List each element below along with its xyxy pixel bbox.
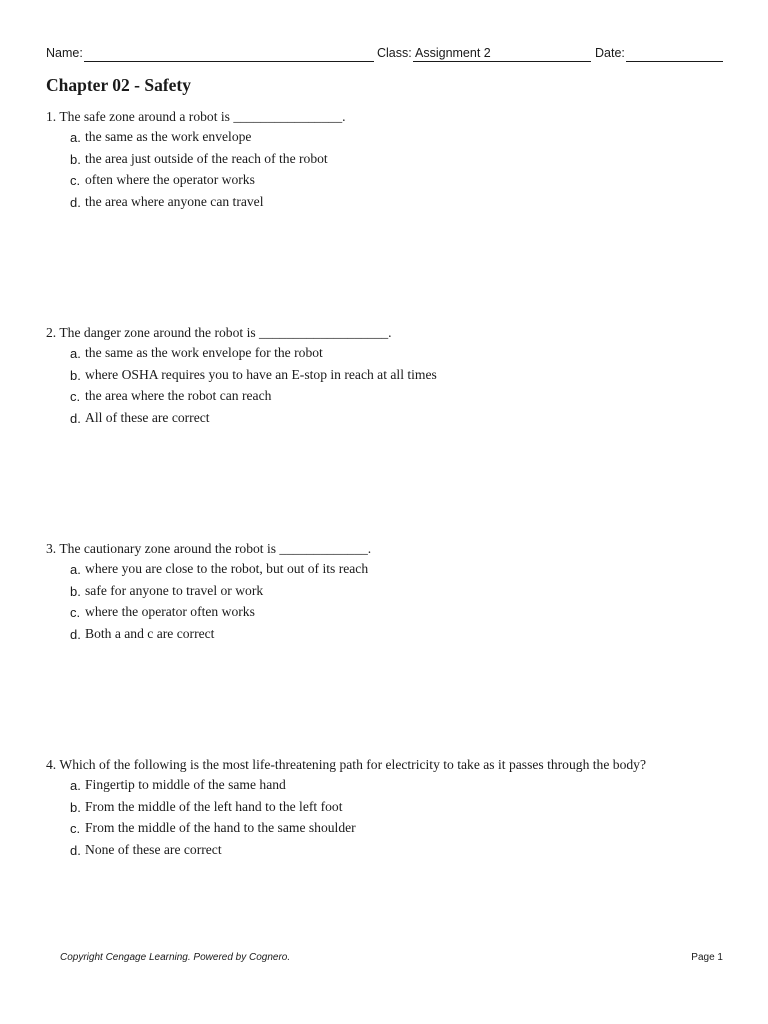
option-b[interactable] [46, 580, 726, 602]
date-label: Date: [595, 46, 625, 60]
date-field-line[interactable] [626, 61, 723, 62]
page-title: Chapter 02 - Safety [46, 75, 192, 95]
option-text: From the middle of the left hand to the left foot [85, 798, 343, 814]
option-d[interactable] [46, 623, 726, 645]
option-text: where you are close to the robot, but out of its reach [85, 561, 369, 576]
option-a[interactable] [46, 342, 726, 364]
option-label: b. [70, 151, 81, 167]
worksheet-header [46, 44, 723, 64]
question-stem [46, 324, 726, 342]
option-label: d. [70, 843, 81, 859]
option-text: the area where anyone can travel [85, 194, 264, 210]
question-2 [46, 324, 726, 429]
option-text: Both a and c are correct [85, 626, 215, 642]
option-text: the same as the work envelope for the robot [85, 345, 323, 360]
question-3 [46, 540, 726, 645]
option-d[interactable] [46, 191, 726, 213]
option-label: b. [70, 367, 81, 383]
option-c[interactable] [46, 169, 726, 191]
question-number: 1. [46, 109, 57, 124]
option-b[interactable] [46, 148, 726, 170]
question-text: Which of the following is the most life-threatening path for electricity to take as it passes through the body? [59, 757, 646, 772]
option-label: a. [70, 562, 81, 577]
question-number: 2. [46, 325, 57, 340]
option-text: the same as the work envelope [85, 129, 252, 144]
class-label: Class: [377, 46, 412, 60]
name-field-line[interactable] [84, 61, 374, 62]
option-text: safe for anyone to travel or work [85, 582, 264, 598]
option-label: b. [70, 799, 81, 815]
option-label: a. [70, 778, 81, 793]
option-a[interactable] [46, 126, 726, 148]
class-field-line[interactable] [413, 61, 591, 62]
option-label: c. [70, 605, 81, 621]
copyright-text: Copyright Cengage Learning. Powered by Cognero. [60, 952, 291, 963]
question-text: The safe zone around a robot is ________________. [59, 109, 346, 124]
option-d[interactable] [46, 407, 726, 429]
question-stem [46, 108, 726, 126]
page-number: Page 1 [691, 952, 723, 963]
option-label: c. [70, 821, 81, 837]
option-text: All of these are correct [85, 410, 210, 426]
option-label: d. [70, 195, 81, 211]
option-a[interactable] [46, 774, 726, 796]
question-number: 3. [46, 541, 57, 556]
option-c[interactable] [46, 817, 726, 839]
option-a[interactable] [46, 558, 726, 580]
option-label: d. [70, 411, 81, 427]
class-value: Assignment 2 [415, 46, 491, 60]
option-c[interactable] [46, 385, 726, 407]
option-text: From the middle of the hand to the same shoulder [85, 820, 356, 836]
option-label: c. [70, 389, 81, 405]
question-number: 4. [46, 757, 57, 772]
option-label: b. [70, 583, 81, 599]
option-label: d. [70, 627, 81, 643]
option-text: the area where the robot can reach [85, 388, 272, 404]
question-text: The danger zone around the robot is ___________________. [59, 325, 392, 340]
option-d[interactable] [46, 839, 726, 861]
question-4 [46, 756, 726, 861]
option-text: where OSHA requires you to have an E-stop in reach at all times [85, 366, 437, 382]
option-b[interactable] [46, 796, 726, 818]
page-footer [60, 952, 723, 968]
question-text: The cautionary zone around the robot is _____________. [59, 541, 372, 556]
question-stem [46, 756, 726, 774]
question-1 [46, 108, 726, 213]
option-b[interactable] [46, 364, 726, 386]
option-label: a. [70, 346, 81, 361]
option-text: the area just outside of the reach of the robot [85, 150, 328, 166]
question-stem [46, 540, 726, 558]
option-text: Fingertip to middle of the same hand [85, 777, 286, 792]
option-c[interactable] [46, 601, 726, 623]
name-label: Name: [46, 46, 83, 60]
option-text: often where the operator works [85, 172, 255, 188]
option-text: where the operator often works [85, 604, 255, 620]
option-text: None of these are correct [85, 842, 222, 858]
option-label: a. [70, 130, 81, 145]
option-label: c. [70, 173, 81, 189]
